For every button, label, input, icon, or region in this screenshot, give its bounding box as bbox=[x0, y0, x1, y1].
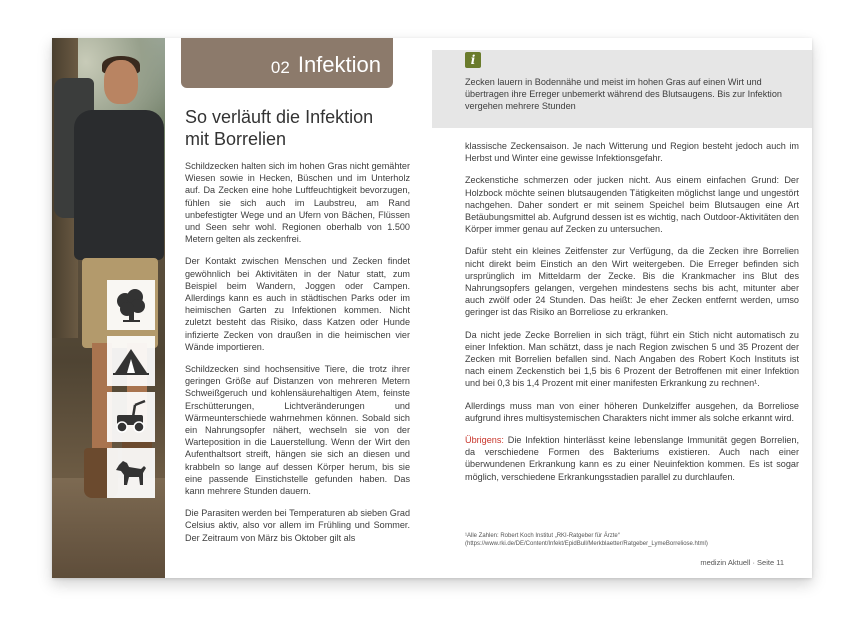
paragraph: klassische Zeckensaison. Je nach Witterung und Region besteht jedoch auch im Herbst und Winter eine gewisse Infektionsgefahr. bbox=[465, 141, 799, 164]
footnote-line-1: ¹Alle Zahlen: Robert Koch Institut „RKI-Ratgeber für Ärzte“ bbox=[465, 533, 620, 539]
footnote-line-2: (https://www.rki.de/DE/Content/Infekt/EpidBull/Merkblaetter/Ratgeber_LymeBorreliose.html) bbox=[465, 541, 708, 547]
lawn-mower-icon bbox=[107, 392, 155, 442]
tent-icon bbox=[107, 336, 155, 386]
left-text-column bbox=[185, 160, 410, 554]
note-label: Übrigens: bbox=[465, 435, 504, 446]
paragraph: Schildzecken sind hochsensitive Tiere, die trotz ihrer geringen Größe auf Distanzen von mehreren Metern Schweißgeruch und kohlensäurehaltigen Atem, feinste Erschütterungen, Lichtveränderungen und Wärmeunterschiede wahrnehmen können. Sobald sich ein Nahrungsopfer nähert, wechseln sie von der Warteposition in die Lauerstellung. Wenn der Wirt den Aufenthaltsort streift, hängen sie sich an diesen und krabbeln so lange auf dessen Körper herum, bis sie eine passende Einstichstelle gefunden haben. Das kann mehrere Stunden dauern. bbox=[185, 364, 410, 497]
right-text-column bbox=[465, 140, 799, 493]
headline-line-1: So verläuft die Infektion bbox=[185, 107, 374, 127]
chapter-header bbox=[181, 38, 393, 88]
info-box-text: Zecken lauern in Bodennähe und meist im hohen Gras auf einen Wirt und übertragen ihre Erreger unbemerkt während des Blutsaugens. Bis zur Infektion vergehen mehrere Stunden bbox=[465, 77, 782, 112]
article-headline bbox=[185, 106, 410, 150]
footnote bbox=[465, 532, 799, 548]
paragraph: Allerdings muss man von einer höheren Dunkelziffer ausgehen, da Borreliose aufgrund ihres multisystemischen Charakters nicht immer als solche erkannt wird. bbox=[465, 400, 799, 423]
page-number: medizin Aktuell · Seite 11 bbox=[700, 558, 784, 567]
paragraph: Der Kontakt zwischen Menschen und Zecken findet gewöhnlich bei Aktivitäten in der Natur statt, zum Beispiel beim Wandern, Joggen oder Campen. Allerdings kann es auch in städtischen Parks oder im heimischen Garten zu Infektionen kommen. Nicht zuletzt besteht das Risiko, dass Katzen oder Hunde infizierte Zecken von draußen in die heimischen vier Wände importieren. bbox=[185, 256, 410, 352]
note-paragraph bbox=[465, 434, 799, 483]
tree-icon bbox=[107, 280, 155, 330]
paragraph: Dafür steht ein kleines Zeitfenster zur Verfügung, da die Zecken ihre Borrelien nicht direkt beim Einstich an den Wirt weitergeben. Die Erreger befinden sich ursprünglich im Mitteldarm der Zecke. Bis die Krankmacher ins Blut des Nahrungsopfers gelangen, vergehen mindestens sechs bis acht, mitunter aber auch zwölf oder 24 Stunden. Das heißt: Je eher Zecken entfernt werden, umso geringer ist das Risiko an Borreliose zu erkranken. bbox=[465, 246, 799, 318]
note-text: Die Infektion hinterlässt keine lebenslange Immunität gegen Borrelien, da verschiedene Formen des Bakteriums existieren. Auch nach einer überwundenen Erkrankung kann es zu einer Neuinfektion kommen. Es ist sogar möglich, verschiedene Erkrankungsstadien parallel zu durchlaufen. bbox=[465, 435, 799, 482]
chapter-number: 02 bbox=[270, 58, 290, 77]
paragraph: Zeckenstiche schmerzen oder jucken nicht. Aus einem einfachen Grund: Der Holzbock möchte seinen blutsaugenden Tätigkeiten möglichst lange und ungestört nachgehen. Daher sondert er mit seinem Speichel beim Blutsaugen eine Art Betäubungsmittel ab. Aufgrund dessen ist es wichtig, nach Outdoor-Aktivitäten den Körper immer genau auf Zecken zu untersuchen. bbox=[465, 175, 799, 235]
chapter-title: Infektion bbox=[297, 52, 381, 77]
headline-line-2: mit Borrelien bbox=[185, 129, 287, 149]
info-icon: i bbox=[465, 52, 481, 68]
brochure-spread bbox=[52, 38, 812, 578]
paragraph: Schildzecken halten sich im hohen Gras nicht gemähter Wiesen sowie in Hecken, Büschen und im Unterholz auf. Da Zecken eine hohe Luftfeuchtigkeit bevorzugen, fühlen sie sich auch im Laubstreu, am Rand unbefestigter Wege und an Ufern von Bächen, Flüssen und Seen sehr wohl. Regionen oberhalb von 1.500 Metern gelten als zeckenfrei. bbox=[185, 161, 410, 245]
paragraph: Die Parasiten werden bei Temperaturen ab sieben Grad Celsius aktiv, also vor allem im Frühling und Sommer. Der Zeitraum von März bis Oktober gilt als bbox=[185, 508, 410, 543]
paragraph: Da nicht jede Zecke Borrelien in sich trägt, führt ein Stich nicht automatisch zu einer Infektion. Man schätzt, dass je nach Region zwischen 5 und 35 Prozent der Zecken mit Borrelien befallen sind. Nach Angaben des Robert Koch Instituts ist nach einem Zeckenstich bei 1,5 bis 6 Prozent der Betroffenen mit einer Infektion und bei 0,3 bis 1,4 Prozent mit einer manifesten Erkrankung zu rechnen¹. bbox=[465, 329, 799, 389]
dog-icon bbox=[107, 448, 155, 498]
